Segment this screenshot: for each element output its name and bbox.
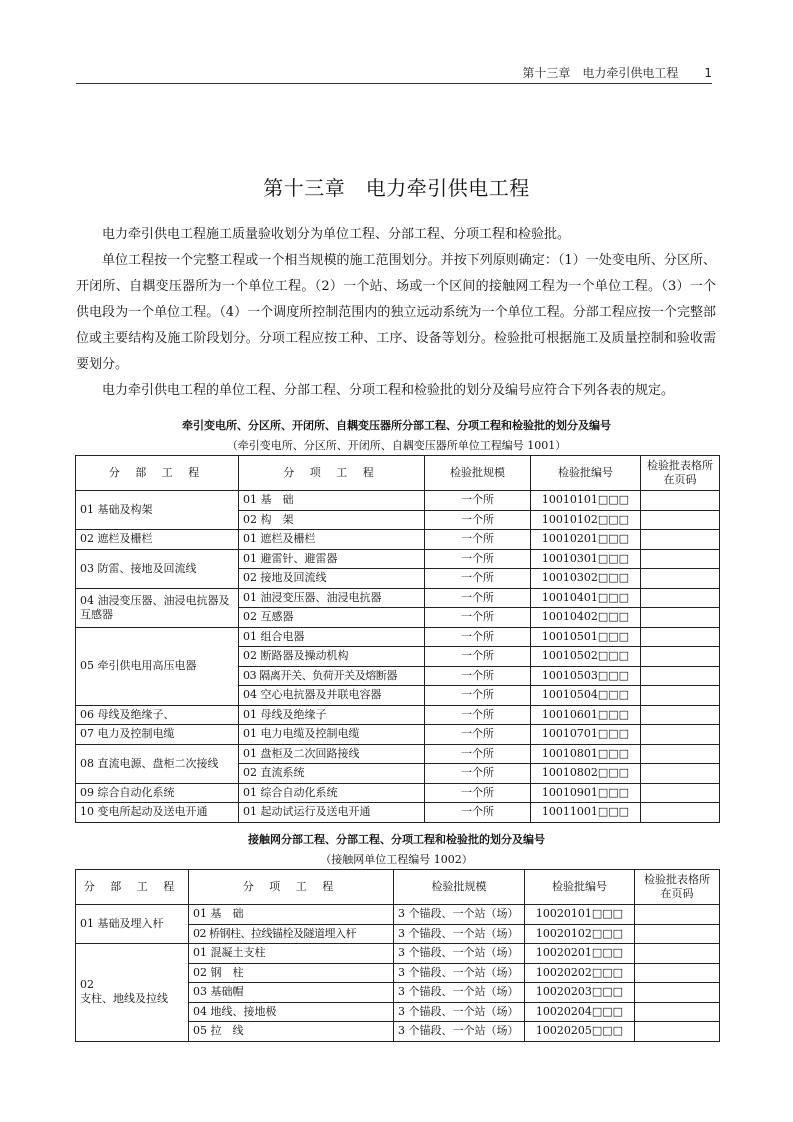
- code-cell: 10020202□□□: [525, 963, 635, 983]
- page-cell: [641, 803, 720, 823]
- item-cell: 01 遮栏及栅栏: [239, 530, 425, 550]
- code-cell: 10010402□□□: [531, 608, 641, 628]
- page-cell: [635, 1002, 720, 1022]
- item-cell: 02 桥钢柱、拉线锚栓及隧道埋入杆: [189, 924, 394, 944]
- table1-title: 牵引变电所、分区所、开闭所、自耦变压器所分部工程、分项工程和检验批的划分及编号: [182, 419, 611, 432]
- division-cell: 01 基础及埋入杆: [76, 905, 189, 944]
- page-cell: [641, 530, 720, 550]
- division-cell: 07 电力及控制电缆: [76, 725, 239, 745]
- table-row: [76, 744, 720, 764]
- page-cell: [641, 608, 720, 628]
- table-row: [76, 530, 720, 550]
- item-cell: 01 母线及绝缘子: [239, 705, 425, 725]
- paragraph-2: 单位工程按一个完整工程或一个相当规模的施工范围划分。并按下列原则确定：（1）一处变电所、分区所、开闭所、自耦变压器所为一个单位工程。（2）一个站、场或一个区间的接触网工程为一个单位工程。（3）一个供电段为一个单位工程。（4）一个调度所控制范围内的独立远动系统为一个单位工程。分部工程应按一个完整部位或主要结构及施工阶段划分。分项工程应按工种、工序、设备等划分。检验批可根据施工及质量控制和验收需要划分。: [76, 253, 716, 372]
- page-cell: [635, 924, 720, 944]
- table1-header-row: [76, 456, 720, 491]
- table-row: [76, 783, 720, 803]
- table2-header-row: [76, 870, 720, 905]
- table2-header-scale: 检验批规模: [394, 870, 525, 905]
- item-cell: 03 隔离开关、负荷开关及熔断器: [239, 666, 425, 686]
- item-cell: 04 空心电抗器及并联电容器: [239, 686, 425, 706]
- item-cell: 01 电力电缆及控制电缆: [239, 725, 425, 745]
- table1-header-page: 检验批表格所在页码: [641, 456, 720, 491]
- item-cell: 04 地线、接地极: [189, 1002, 394, 1022]
- code-cell: 10020102□□□: [525, 924, 635, 944]
- code-cell: 10020204□□□: [525, 1002, 635, 1022]
- code-cell: 10020203□□□: [525, 983, 635, 1003]
- table2-header-code: 检验批编号: [525, 870, 635, 905]
- page-cell: [641, 627, 720, 647]
- item-cell: 02 钢 柱: [189, 963, 394, 983]
- code-cell: 10010802□□□: [531, 764, 641, 784]
- code-cell: 10010201□□□: [531, 530, 641, 550]
- table1-header-item: 分 项 工 程: [239, 456, 425, 491]
- page-cell: [641, 686, 720, 706]
- page-cell: [641, 491, 720, 511]
- item-cell: 02 直流系统: [239, 764, 425, 784]
- table-row: [76, 705, 720, 725]
- division-number: 02: [80, 978, 94, 992]
- scale-cell: 3 个锚段、一个站（场）: [394, 905, 525, 925]
- page-cell: [641, 647, 720, 667]
- page-cell: [641, 725, 720, 745]
- code-cell: 10010501□□□: [531, 627, 641, 647]
- scale-cell: 一个所: [425, 510, 531, 530]
- table2-header-page: 检验批表格所在页码: [635, 870, 720, 905]
- table2-header-division: 分 部 工 程: [76, 870, 189, 905]
- table-row: [76, 905, 720, 925]
- code-cell: 10010504□□□: [531, 686, 641, 706]
- table1: [75, 455, 720, 823]
- scale-cell: 一个所: [425, 588, 531, 608]
- page-cell: [641, 764, 720, 784]
- page-cell: [641, 569, 720, 589]
- item-cell: 02 接地及回流线: [239, 569, 425, 589]
- division-cell: 08 直流电源、盘柜二次接线: [76, 744, 239, 783]
- table2-title: 接触网分部工程、分部工程、分项工程和检验批的划分及编号: [248, 833, 545, 846]
- item-cell: 01 基 础: [189, 905, 394, 925]
- table-row: [76, 588, 720, 608]
- page-cell: [635, 905, 720, 925]
- page-cell: [641, 588, 720, 608]
- code-cell: 10010801□□□: [531, 744, 641, 764]
- page-cell: [635, 963, 720, 983]
- page-cell: [635, 1022, 720, 1042]
- table2-header-item: 分 项 工 程: [189, 870, 394, 905]
- scale-cell: 一个所: [425, 725, 531, 745]
- table-row: [76, 725, 720, 745]
- scale-cell: 一个所: [425, 783, 531, 803]
- scale-cell: 一个所: [425, 569, 531, 589]
- scale-cell: 一个所: [425, 627, 531, 647]
- scale-cell: 一个所: [425, 744, 531, 764]
- scale-cell: 一个所: [425, 549, 531, 569]
- division-cell: 04 油浸变压器、油浸电抗器及互感器: [76, 588, 239, 627]
- page-cell: [635, 944, 720, 964]
- page-cell: [641, 783, 720, 803]
- code-cell: 10020101□□□: [525, 905, 635, 925]
- table-row: [76, 491, 720, 511]
- code-cell: 10010502□□□: [531, 647, 641, 667]
- division-cell: 01 基础及构架: [76, 491, 239, 530]
- table1-header-division: 分 部 工 程: [76, 456, 239, 491]
- page-cell: [641, 666, 720, 686]
- division-cell: [76, 944, 189, 1042]
- paragraph-1: 电力牵引供电工程施工质量验收划分为单位工程、分部工程、分项工程和检验批。: [102, 227, 571, 242]
- chapter-title: 第十三章 电力牵引供电工程: [263, 176, 530, 200]
- table2: [75, 869, 720, 1042]
- code-cell: 10010601□□□: [531, 705, 641, 725]
- table-row: [76, 549, 720, 569]
- table1-header-code: 检验批编号: [531, 456, 641, 491]
- table1-subtitle: （牵引变电所、分区所、开闭所、自耦变压器所单位工程编号 1001）: [226, 439, 567, 452]
- scale-cell: 一个所: [425, 686, 531, 706]
- item-cell: 03 基础帽: [189, 983, 394, 1003]
- scale-cell: 一个所: [425, 705, 531, 725]
- item-cell: 05 拉 线: [189, 1022, 394, 1042]
- item-cell: 01 组合电器: [239, 627, 425, 647]
- table-row: [76, 627, 720, 647]
- item-cell: 01 油浸变压器、油浸电抗器: [239, 588, 425, 608]
- scale-cell: 3 个锚段、一个站（场）: [394, 1002, 525, 1022]
- table2-subtitle: （接触网单位工程编号 1002）: [320, 853, 473, 866]
- page-number: 1: [704, 66, 712, 80]
- division-cell: 06 母线及绝缘子、: [76, 705, 239, 725]
- scale-cell: 3 个锚段、一个站（场）: [394, 924, 525, 944]
- division-cell: 09 综合自动化系统: [76, 783, 239, 803]
- page-cell: [635, 983, 720, 1003]
- page-cell: [641, 510, 720, 530]
- code-cell: 10010503□□□: [531, 666, 641, 686]
- item-cell: 01 起动试运行及送电开通: [239, 803, 425, 823]
- code-cell: 10010302□□□: [531, 569, 641, 589]
- scale-cell: 3 个锚段、一个站（场）: [394, 1022, 525, 1042]
- table1-header-scale: 检验批规模: [425, 456, 531, 491]
- running-header: [76, 64, 712, 81]
- item-cell: 01 综合自动化系统: [239, 783, 425, 803]
- item-cell: 01 盘柜及二次回路接线: [239, 744, 425, 764]
- division-cell: 10 变电所起动及送电开通: [76, 803, 239, 823]
- division-cell: 03 防雷、接地及回流线: [76, 549, 239, 588]
- code-cell: 10010301□□□: [531, 549, 641, 569]
- division-label: 支柱、地线及拉线: [80, 992, 168, 1006]
- code-cell: 10010901□□□: [531, 783, 641, 803]
- table-row: [76, 944, 720, 964]
- page-cell: [641, 744, 720, 764]
- item-cell: 01 混凝土支柱: [189, 944, 394, 964]
- table-row: [76, 803, 720, 823]
- scale-cell: 一个所: [425, 647, 531, 667]
- item-cell: 01 基 础: [239, 491, 425, 511]
- division-cell: 02 遮栏及栅栏: [76, 530, 239, 550]
- code-cell: 10020201□□□: [525, 944, 635, 964]
- item-cell: 01 避雷针、避雷器: [239, 549, 425, 569]
- scale-cell: 一个所: [425, 764, 531, 784]
- header-rule: [76, 83, 712, 84]
- body-text: [76, 222, 716, 404]
- scale-cell: 一个所: [425, 491, 531, 511]
- running-title: 第十三章 电力牵引供电工程: [522, 66, 679, 80]
- page-cell: [641, 549, 720, 569]
- scale-cell: 一个所: [425, 666, 531, 686]
- scale-cell: 3 个锚段、一个站（场）: [394, 944, 525, 964]
- item-cell: 02 互感器: [239, 608, 425, 628]
- code-cell: 10010102□□□: [531, 510, 641, 530]
- division-cell: 05 牵引供电用高压电器: [76, 627, 239, 705]
- code-cell: 10010101□□□: [531, 491, 641, 511]
- item-cell: 02 断路器及操动机构: [239, 647, 425, 667]
- item-cell: 02 构 架: [239, 510, 425, 530]
- scale-cell: 3 个锚段、一个站（场）: [394, 963, 525, 983]
- scale-cell: 一个所: [425, 803, 531, 823]
- scale-cell: 3 个锚段、一个站（场）: [394, 983, 525, 1003]
- paragraph-3: 电力牵引供电工程的单位工程、分部工程、分项工程和检验批的划分及编号应符合下列各表的规定。: [102, 383, 675, 398]
- page-cell: [641, 705, 720, 725]
- code-cell: 10010701□□□: [531, 725, 641, 745]
- code-cell: 10010401□□□: [531, 588, 641, 608]
- scale-cell: 一个所: [425, 530, 531, 550]
- code-cell: 10011001□□□: [531, 803, 641, 823]
- code-cell: 10020205□□□: [525, 1022, 635, 1042]
- scale-cell: 一个所: [425, 608, 531, 628]
